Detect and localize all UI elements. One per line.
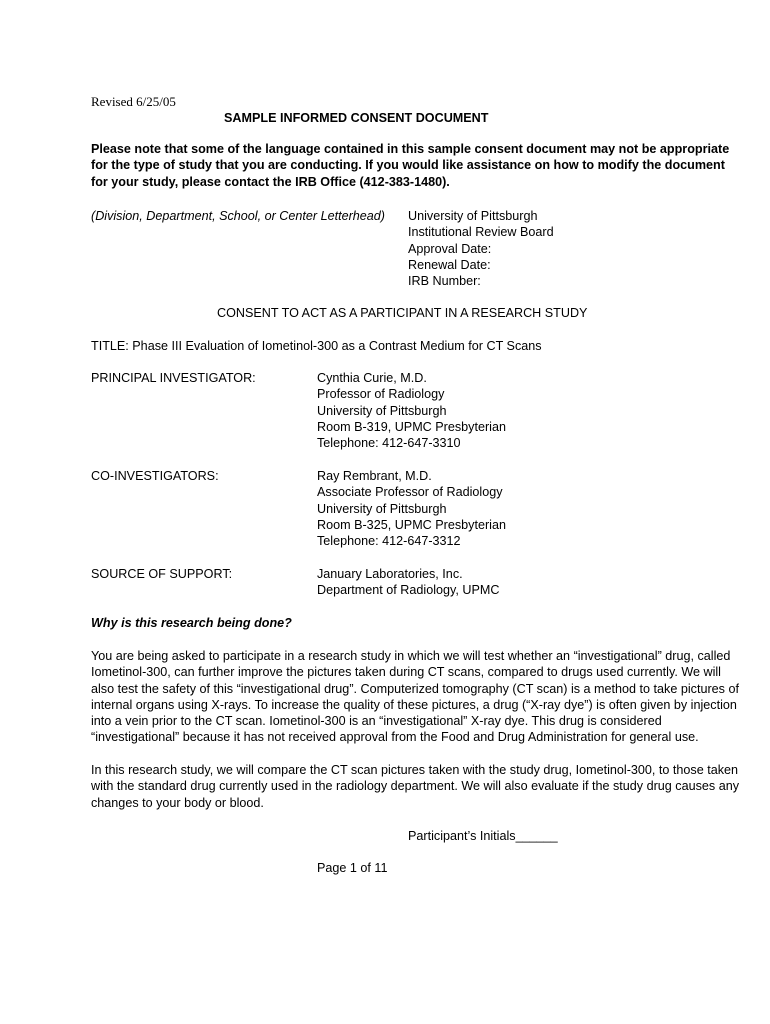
paragraph-line: In this research study, we will compare the CT scan pictures taken with the study drug, Iometinol-300, to those taken bbox=[91, 763, 739, 777]
notice-line: for your study, please contact the IRB Office (412-383-1480). bbox=[91, 174, 450, 189]
paragraph-line: “investigational” because it has not received approval from the Food and Drug Administration for general use. bbox=[91, 730, 699, 745]
irb-line-irb-number: IRB Number: bbox=[408, 274, 481, 289]
participant-initials: Participant’s Initials______ bbox=[408, 829, 558, 843]
paragraph-purpose bbox=[91, 648, 739, 746]
letterhead-placeholder: (Division, Department, School, or Center Letterhead) bbox=[91, 209, 385, 223]
co-investigators-details bbox=[317, 468, 506, 549]
pi-name: Cynthia Curie, M.D. bbox=[317, 371, 427, 385]
principal-investigator-label: PRINCIPAL INVESTIGATOR: bbox=[91, 371, 256, 385]
revision-date: Revised 6/25/05 bbox=[91, 94, 176, 109]
paragraph-line: also test the safety of this “investigational drug”. Computerized tomography (CT scan) is a method to take pictures of bbox=[91, 681, 739, 696]
consent-heading: CONSENT TO ACT AS A PARTICIPANT IN A RESEARCH STUDY bbox=[217, 306, 588, 320]
source-of-support-details bbox=[317, 566, 499, 599]
notice-line: Please note that some of the language contained in this sample consent document may not be appropriate bbox=[91, 142, 730, 156]
irb-line-board: Institutional Review Board bbox=[408, 225, 554, 240]
paragraph-line: into a vein prior to the CT scan. Iometinol-300 is an “investigational” X-ray dye. This drug is considered bbox=[91, 714, 662, 729]
co-inv-telephone: Telephone: 412-647-3312 bbox=[317, 534, 461, 549]
co-investigators-label: CO-INVESTIGATORS: bbox=[91, 469, 219, 483]
co-inv-title: Associate Professor of Radiology bbox=[317, 485, 503, 500]
support-department: Department of Radiology, UPMC bbox=[317, 583, 500, 598]
irb-line-university: University of Pittsburgh bbox=[408, 209, 538, 223]
paragraph-line: Iometinol-300, can further improve the pictures taken during CT scans, compared to drugs used currently. We will bbox=[91, 665, 721, 680]
irb-line-approval-date: Approval Date: bbox=[408, 241, 492, 256]
notice-line: for the type of study that you are conducting. If you would like assistance on how to modify the document bbox=[91, 158, 725, 173]
pi-telephone: Telephone: 412-647-3310 bbox=[317, 436, 461, 451]
paragraph-line: changes to your body or blood. bbox=[91, 795, 264, 810]
co-inv-name: Ray Rembrant, M.D. bbox=[317, 469, 432, 483]
source-of-support-label: SOURCE OF SUPPORT: bbox=[91, 567, 233, 581]
page-number: Page 1 of 11 bbox=[317, 861, 388, 875]
paragraph-line: You are being asked to participate in a research study in which we will test whether an “investigational” drug, called bbox=[91, 649, 731, 663]
co-inv-institution: University of Pittsburgh bbox=[317, 501, 447, 516]
section-heading-why: Why is this research being done? bbox=[91, 616, 292, 630]
pi-institution: University of Pittsburgh bbox=[317, 403, 447, 418]
support-sponsor: January Laboratories, Inc. bbox=[317, 567, 463, 581]
paragraph-line: with the standard drug currently used in the radiology department. We will also evaluate if the study drug causes any bbox=[91, 779, 740, 794]
irb-notice bbox=[91, 141, 729, 190]
irb-line-renewal-date: Renewal Date: bbox=[408, 257, 491, 272]
principal-investigator-details bbox=[317, 370, 506, 451]
paragraph-line: internal organs using X-rays. To increase the quality of these pictures, a drug (“X-ray dye”) is often given by injection bbox=[91, 697, 737, 712]
pi-title: Professor of Radiology bbox=[317, 387, 445, 402]
co-inv-room: Room B-325, UPMC Presbyterian bbox=[317, 517, 506, 532]
paragraph-comparison bbox=[91, 762, 739, 811]
study-title: TITLE: Phase III Evaluation of Iometinol-300 as a Contrast Medium for CT Scans bbox=[91, 339, 542, 353]
pi-room: Room B-319, UPMC Presbyterian bbox=[317, 419, 506, 434]
document-title: SAMPLE INFORMED CONSENT DOCUMENT bbox=[224, 111, 489, 125]
irb-info-block bbox=[408, 208, 554, 289]
